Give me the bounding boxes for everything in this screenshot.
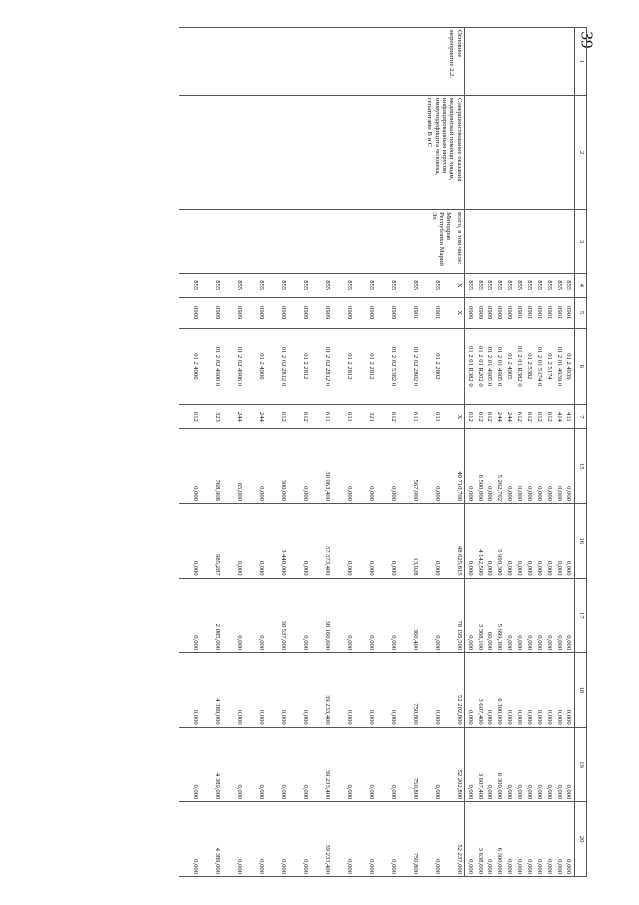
section-code: 0909 — [333, 297, 355, 328]
value-col-17: 0,000 — [245, 578, 267, 653]
column-number-row — [575, 28, 587, 877]
section-code: 0909 — [485, 297, 495, 328]
value-col-15: 5 262,702 — [495, 429, 505, 504]
expense-type: 411 — [564, 405, 574, 429]
empty-cell — [485, 96, 574, 210]
section-code: 0909 — [505, 297, 515, 328]
value-col-15: 0,000 — [554, 429, 564, 504]
column-number-17: 17 — [575, 578, 587, 653]
target-code: 01 2 01 5174 0 — [535, 328, 545, 405]
value-col-20: 6 300,000 — [495, 802, 505, 877]
value-col-19: 0,000 — [505, 727, 515, 802]
value-col-19: 0,000 — [179, 727, 201, 802]
value-col-15: 0,000 — [525, 429, 535, 504]
value-col-18: 0,000 — [564, 653, 574, 728]
column-number-5: 5 — [575, 297, 587, 328]
expense-type: 612 — [475, 405, 485, 429]
value-col-18: 0,000 — [421, 653, 443, 728]
value-col-16: 37 373,400 — [311, 503, 333, 578]
expense-type: 612 — [179, 405, 201, 429]
value-col-20: 0,000 — [355, 802, 377, 877]
value-col-20: 52 237,000 — [443, 802, 465, 877]
value-col-15: 0,000 — [333, 429, 355, 504]
value-col-17: 0,000 — [355, 578, 377, 653]
value-col-16: 0,000 — [554, 503, 564, 578]
expense-type: 612 — [525, 405, 535, 429]
value-col-20: 0,000 — [377, 802, 399, 877]
value-col-19: 52 202,800 — [443, 727, 465, 802]
value-col-15: 0,000 — [564, 429, 574, 504]
value-col-15: 65,000 — [223, 429, 245, 504]
value-col-17: 0,000 — [505, 578, 515, 653]
value-col-17: 360,400 — [399, 578, 421, 653]
value-col-20: 0,000 — [515, 802, 525, 877]
value-col-18: 0,000 — [245, 653, 267, 728]
page-number: 39 — [577, 31, 597, 49]
value-col-15: 30 063,400 — [311, 429, 333, 504]
value-col-18: 3 607,400 — [475, 653, 485, 728]
value-col-16: 0,000 — [421, 503, 443, 578]
value-col-19: 0,000 — [245, 727, 267, 802]
value-col-17: 0,000 — [333, 578, 355, 653]
value-col-15: 0,000 — [289, 429, 311, 504]
value-col-16: 13,928 — [399, 503, 421, 578]
value-col-16: 985,287 — [201, 503, 223, 578]
section-code: 0909 — [201, 297, 223, 328]
section-code: 0909 — [223, 297, 245, 328]
target-code: 01 2 5382 — [525, 328, 535, 405]
value-col-16: 0,000 — [544, 503, 554, 578]
value-col-19: 0,000 — [564, 727, 574, 802]
value-col-18: 0,000 — [505, 653, 515, 728]
value-col-18: 0,000 — [525, 653, 535, 728]
value-col-15: 0,000 — [515, 429, 525, 504]
value-col-19: 0,000 — [289, 727, 311, 802]
expense-type: 611 — [421, 405, 443, 429]
value-col-19: 0,000 — [485, 727, 495, 802]
measure-number: Основное мероприятие 2.2. — [179, 28, 465, 96]
target-code: 01 2 01 4905 0 — [495, 328, 505, 405]
value-col-18: 0,000 — [377, 653, 399, 728]
section-code: 0909 — [311, 297, 333, 328]
empty-cell — [485, 28, 574, 96]
value-col-16: 0,000 — [515, 503, 525, 578]
value-col-18: 0,000 — [267, 653, 289, 728]
value-col-18: 0,000 — [355, 653, 377, 728]
value-col-20: 0,000 — [525, 802, 535, 877]
section-code: 0909 — [495, 297, 505, 328]
value-col-20: 0,000 — [179, 802, 201, 877]
value-col-16: 0,000 — [377, 503, 399, 578]
value-col-20: 0,000 — [564, 802, 574, 877]
ministry-code: 855 — [245, 273, 267, 297]
ministry-code: 855 — [554, 273, 564, 297]
value-col-20: 3 638,600 — [475, 802, 485, 877]
value-col-20: 0,000 — [554, 802, 564, 877]
target-code: 01 2 2812 — [333, 328, 355, 405]
empty-cell — [465, 28, 485, 96]
value-col-20: 0,000 — [333, 802, 355, 877]
value-col-17: 0,000 — [515, 578, 525, 653]
value-col-15: 0,000 — [421, 429, 443, 504]
value-col-17: 0,000 — [421, 578, 443, 653]
value-col-20: 0,000 — [421, 802, 443, 877]
section-code: 0901 — [544, 297, 554, 328]
expense-type: 323 — [201, 405, 223, 429]
column-number-1: 1 — [575, 28, 587, 96]
value-col-18: 6 300,000 — [495, 653, 505, 728]
section-code: 0901 — [564, 297, 574, 328]
ministry-code: Х — [443, 273, 465, 297]
value-col-20: 0,000 — [289, 802, 311, 877]
expense-type: 612 — [485, 405, 495, 429]
value-col-15: 0,000 — [355, 429, 377, 504]
ministry-code: 855 — [475, 273, 485, 297]
ministry-code: 855 — [289, 273, 311, 297]
section-b-row-0 — [475, 28, 485, 877]
ministry-code: 855 — [201, 273, 223, 297]
section-code: 0909 — [377, 297, 399, 328]
target-code: 01 2 02 4906 0 — [201, 328, 223, 405]
value-col-18: 0,000 — [535, 653, 545, 728]
value-col-18: 39 233,400 — [311, 653, 333, 728]
value-col-20: 0,000 — [223, 802, 245, 877]
measure-description: Совершенствование оказания медицинской помощи лицам, инфицированным вирусом иммунодефицита человека, гепатитами В и С — [179, 96, 465, 210]
section-code: 0909 — [289, 297, 311, 328]
value-col-16: 4 142,500 — [475, 503, 485, 578]
expense-type: 612 — [267, 405, 289, 429]
value-col-20: 0,000 — [267, 802, 289, 877]
value-col-16: 3 440,000 — [267, 503, 289, 578]
expense-type: 611 — [399, 405, 421, 429]
column-number-15: 15 — [575, 429, 587, 504]
ministry-code: 855 — [311, 273, 333, 297]
value-col-18: 0,000 — [179, 653, 201, 728]
value-col-20: 0,000 — [245, 802, 267, 877]
target-code: 01 2 5174 — [544, 328, 554, 405]
section-code: 0901 — [554, 297, 564, 328]
value-col-15: 0,000 — [377, 429, 399, 504]
value-col-16: 0,000 — [245, 503, 267, 578]
value-col-17: 3 368,100 — [475, 578, 485, 653]
value-col-19: 0,000 — [421, 727, 443, 802]
target-code: 01 2 4905 — [505, 328, 515, 405]
ministry-code: 855 — [485, 273, 495, 297]
target-code: 01 2 01 4905 0 — [485, 328, 495, 405]
target-code: 01 2 2812 — [289, 328, 311, 405]
value-col-18: 52 202,800 — [443, 653, 465, 728]
target-code: 01 2 4906 — [245, 328, 267, 405]
column-number-16: 16 — [575, 503, 587, 578]
value-col-20: 0,000 — [544, 802, 554, 877]
value-col-17: 0,000 — [554, 578, 564, 653]
value-col-19: 0,000 — [525, 727, 535, 802]
value-col-16: 5 999,300 — [495, 503, 505, 578]
column-number-19: 19 — [575, 727, 587, 802]
target-code: 01 2 4939 — [564, 328, 574, 405]
value-col-16: 48 625,815 — [443, 503, 465, 578]
value-col-15: 0,000 — [179, 429, 201, 504]
value-col-17: 78 195,500 — [443, 578, 465, 653]
ministry-code: 855 — [399, 273, 421, 297]
value-col-15: 0,000 — [245, 429, 267, 504]
target-code: 01 2 01 4939 0 — [554, 328, 564, 405]
column-number-4: 4 — [575, 273, 587, 297]
value-col-16: 0,000 — [223, 503, 245, 578]
target-code: 01 2 2802 — [421, 328, 443, 405]
ministry-code: 855 — [179, 273, 201, 297]
value-col-16: 0,000 — [179, 503, 201, 578]
value-col-17: 0,000 — [564, 578, 574, 653]
expense-type: 612 — [377, 405, 399, 429]
value-col-19: 0,000 — [515, 727, 525, 802]
value-col-19: 0,000 — [333, 727, 355, 802]
expense-type: 612 — [289, 405, 311, 429]
empty-cell — [465, 96, 485, 210]
section-code: 0909 — [267, 297, 289, 328]
ministry-code: 855 — [421, 273, 443, 297]
ministry-code: 855 — [223, 273, 245, 297]
budget-table — [179, 27, 587, 877]
value-col-18: 0,000 — [485, 653, 495, 728]
value-col-17: 30 537,000 — [267, 578, 289, 653]
total-label: всего, в том числе: — [455, 212, 463, 265]
empty-cell — [485, 210, 574, 274]
value-col-20: 0,000 — [485, 802, 495, 877]
target-code: 01 2 02 4906 0 — [223, 328, 245, 405]
value-col-19: 0,000 — [465, 727, 475, 802]
value-col-15: 0,000 — [465, 429, 475, 504]
ministry-code: 855 — [377, 273, 399, 297]
value-col-19: 0,000 — [544, 727, 554, 802]
section-code: 0909 — [465, 297, 475, 328]
ministry-code: 855 — [544, 273, 554, 297]
ministry-code: 855 — [267, 273, 289, 297]
value-col-15: 567,000 — [399, 429, 421, 504]
column-number-18: 18 — [575, 653, 587, 728]
expense-type: 244 — [495, 405, 505, 429]
value-col-17: 0,000 — [377, 578, 399, 653]
value-col-18: 0,000 — [223, 653, 245, 728]
expense-type: Х — [443, 405, 465, 429]
section-code: 0909 — [245, 297, 267, 328]
value-col-17: 2 085,000 — [201, 578, 223, 653]
value-col-18: 0,000 — [544, 653, 554, 728]
expense-type: 321 — [355, 405, 377, 429]
responsible-executor — [179, 210, 465, 274]
section-a-row-0 — [564, 28, 574, 877]
value-col-19: 3 607,400 — [475, 727, 485, 802]
column-number-6: 6 — [575, 328, 587, 405]
target-code: 01 2 02 2812 0 — [311, 328, 333, 405]
ministry-code: 855 — [505, 273, 515, 297]
value-col-20: 4 389,000 — [201, 802, 223, 877]
value-col-19: 750,800 — [399, 727, 421, 802]
expense-type: 612 — [544, 405, 554, 429]
value-col-19: 0,000 — [355, 727, 377, 802]
value-col-19: 4 389,000 — [201, 727, 223, 802]
target-code: 01 2 01 R202 0 — [475, 328, 485, 405]
value-col-15: 40 710,708 — [443, 429, 465, 504]
value-col-18: 0,000 — [554, 653, 564, 728]
value-col-17: 0,000 — [179, 578, 201, 653]
section-b-row-2 — [443, 28, 465, 877]
value-col-20: 0,000 — [465, 802, 475, 877]
value-col-16: 0,000 — [333, 503, 355, 578]
column-number-7: 7 — [575, 405, 587, 429]
target-code — [443, 328, 465, 405]
section-code: 0901 — [525, 297, 535, 328]
value-col-16: 0,000 — [485, 503, 495, 578]
executor-name: Минздрав Республики Марий Эл — [430, 212, 453, 266]
value-col-19: 0,000 — [223, 727, 245, 802]
value-col-17: 60,000 — [485, 578, 495, 653]
value-col-20: 0,000 — [505, 802, 515, 877]
expense-type: 611 — [333, 405, 355, 429]
ministry-code: 855 — [535, 273, 545, 297]
column-number-20: 20 — [575, 802, 587, 877]
value-col-16: 0,000 — [505, 503, 515, 578]
empty-cell — [465, 210, 485, 274]
ministry-code: 855 — [355, 273, 377, 297]
value-col-19: 0,000 — [535, 727, 545, 802]
value-col-19: 0,000 — [377, 727, 399, 802]
expense-type: 612 — [465, 405, 475, 429]
value-col-18: 4 389,000 — [201, 653, 223, 728]
value-col-17: 0,000 — [289, 578, 311, 653]
section-code: 0901 — [421, 297, 443, 328]
section-code: Х — [443, 297, 465, 328]
column-number-2: 2 — [575, 96, 587, 210]
ministry-code: 855 — [333, 273, 355, 297]
expense-type: 244 — [245, 405, 267, 429]
value-col-16: 0,000 — [535, 503, 545, 578]
expense-type: 244 — [223, 405, 245, 429]
target-code: 01 2 01 R382 0 — [465, 328, 475, 405]
expense-type: 612 — [515, 405, 525, 429]
target-code: 01 2 02 2802 0 — [399, 328, 421, 405]
value-col-15: 0,000 — [485, 429, 495, 504]
value-col-17: 0,000 — [223, 578, 245, 653]
value-col-20: 0,000 — [535, 802, 545, 877]
value-col-16: 0,000 — [289, 503, 311, 578]
ministry-code: 855 — [564, 273, 574, 297]
value-col-17: 38 160,600 — [311, 578, 333, 653]
value-col-19: 6 300,000 — [495, 727, 505, 802]
value-col-19: 0,000 — [554, 727, 564, 802]
rotated-table-container — [115, 27, 587, 877]
value-col-15: 300,000 — [267, 429, 289, 504]
expense-type: 612 — [535, 405, 545, 429]
section-code: 0909 — [475, 297, 485, 328]
target-code: 01 2 02 2812 0 — [267, 328, 289, 405]
value-col-19: 39 233,400 — [311, 727, 333, 802]
expense-type: 244 — [505, 405, 515, 429]
target-code: 01 2 02 5382 0 — [377, 328, 399, 405]
value-col-15: 768,908 — [201, 429, 223, 504]
value-col-17: 0,000 — [544, 578, 554, 653]
value-col-15: 0,000 — [535, 429, 545, 504]
section-code: 0909 — [179, 297, 201, 328]
ministry-code: 855 — [525, 273, 535, 297]
value-col-17: 0,000 — [535, 578, 545, 653]
value-col-15: 0,000 — [505, 429, 515, 504]
target-code: 01 2 01 R382 0 — [515, 328, 525, 405]
value-col-19: 0,000 — [267, 727, 289, 802]
value-col-16: 0,000 — [465, 503, 475, 578]
section-code: 0901 — [515, 297, 525, 328]
column-number-3: 3 — [575, 210, 587, 274]
value-col-17: 0,000 — [465, 578, 475, 653]
value-col-16: 0,000 — [564, 503, 574, 578]
value-col-20: 750,800 — [399, 802, 421, 877]
value-col-18: 0,000 — [333, 653, 355, 728]
value-col-16: 0,000 — [525, 503, 535, 578]
value-col-20: 39 233,400 — [311, 802, 333, 877]
ministry-code: 855 — [495, 273, 505, 297]
value-col-15: 6 500,000 — [475, 429, 485, 504]
expense-type: 611 — [311, 405, 333, 429]
value-col-18: 0,000 — [465, 653, 475, 728]
target-code: 01 2 4906 — [179, 328, 201, 405]
target-code: 01 2 2812 — [355, 328, 377, 405]
expense-type: 414 — [554, 405, 564, 429]
value-col-16: 0,000 — [355, 503, 377, 578]
value-col-18: 0,000 — [515, 653, 525, 728]
value-col-18: 750,800 — [399, 653, 421, 728]
section-code: 0901 — [399, 297, 421, 328]
ministry-code: 855 — [465, 273, 475, 297]
value-col-15: 0,000 — [544, 429, 554, 504]
ministry-code: 855 — [515, 273, 525, 297]
value-col-17: 0,000 — [525, 578, 535, 653]
value-col-18: 0,000 — [289, 653, 311, 728]
section-code: 0909 — [355, 297, 377, 328]
section-code: 0901 — [535, 297, 545, 328]
value-col-17: 5 999,300 — [495, 578, 505, 653]
